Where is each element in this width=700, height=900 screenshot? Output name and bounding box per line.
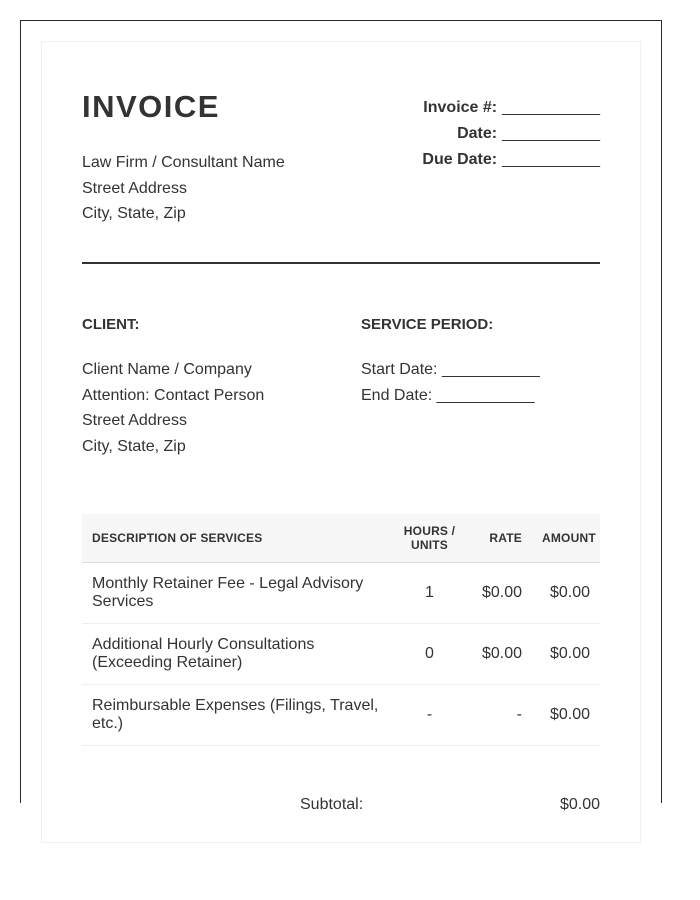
table-row: [82, 563, 600, 624]
header-hours-line1: HOURS /: [403, 524, 456, 538]
invoice-title: INVOICE: [82, 89, 220, 124]
due-date-row: [340, 151, 600, 177]
header-divider: [82, 262, 600, 264]
row-hours: -: [390, 685, 469, 746]
sender-name: Law Firm / Consultant Name: [82, 154, 285, 171]
row-rate: -: [469, 685, 532, 746]
document-viewport[interactable]: [20, 20, 662, 813]
client-street: Street Address: [82, 412, 187, 429]
row-hours: 0: [390, 624, 469, 685]
invoice-date-field: ___________: [502, 125, 600, 142]
invoice-number-field: ___________: [502, 99, 600, 116]
row-description: Monthly Retainer Fee - Legal Advisory Services: [82, 563, 390, 624]
end-date-label: End Date:: [361, 386, 433, 404]
start-date-field: ___________: [441, 361, 540, 378]
row-amount: $0.00: [532, 563, 600, 624]
header-hours: [390, 514, 469, 563]
service-period-dates: [361, 357, 600, 408]
table-row: [82, 685, 600, 746]
table-header-row: [82, 514, 600, 563]
start-date-label: Start Date:: [361, 361, 438, 378]
row-description: Reimbursable Expenses (Filings, Travel, etc.): [82, 685, 390, 746]
client-city: City, State, Zip: [82, 437, 186, 455]
row-rate: $0.00: [469, 624, 532, 685]
service-period-section: [361, 316, 600, 408]
header-rate: RATE: [469, 514, 532, 563]
subtotal-label: Subtotal:: [300, 796, 364, 813]
invoice-date-label: Date:: [457, 125, 498, 142]
header-hours-line2: UNITS: [411, 538, 448, 552]
invoice-page: [41, 41, 641, 843]
header-amount: AMOUNT: [532, 514, 600, 563]
start-date-row: [361, 357, 600, 383]
invoice-number-label: Invoice #:: [423, 99, 498, 116]
services-table: [82, 514, 600, 746]
sender-street: Street Address: [82, 179, 187, 197]
due-date-label: Due Date:: [422, 151, 498, 168]
totals-section: [82, 796, 600, 816]
due-date-field: ___________: [502, 151, 600, 168]
client-name: Client Name / Company: [82, 361, 252, 378]
subtotal-value: $0.00: [559, 796, 600, 813]
row-description: Additional Hourly Consultations (Exceeding Retainer): [82, 624, 390, 685]
row-amount: $0.00: [532, 624, 600, 685]
client-section: [82, 316, 342, 459]
row-hours: 1: [390, 563, 469, 624]
invoice-date-row: [340, 125, 600, 151]
end-date-row: [361, 383, 600, 409]
service-period-heading: SERVICE PERIOD:: [361, 316, 494, 333]
invoice-meta: [340, 99, 600, 177]
row-amount: $0.00: [532, 685, 600, 746]
sender-address: [82, 150, 285, 227]
row-rate: $0.00: [469, 563, 532, 624]
client-address: [82, 357, 342, 459]
end-date-field: ___________: [436, 386, 535, 404]
header-description: DESCRIPTION OF SERVICES: [82, 514, 390, 563]
table-row: [82, 624, 600, 685]
client-attention: Attention: Contact Person: [82, 386, 265, 404]
sender-city: City, State, Zip: [82, 205, 186, 222]
invoice-number-row: [340, 99, 600, 125]
client-heading: CLIENT:: [82, 316, 140, 333]
